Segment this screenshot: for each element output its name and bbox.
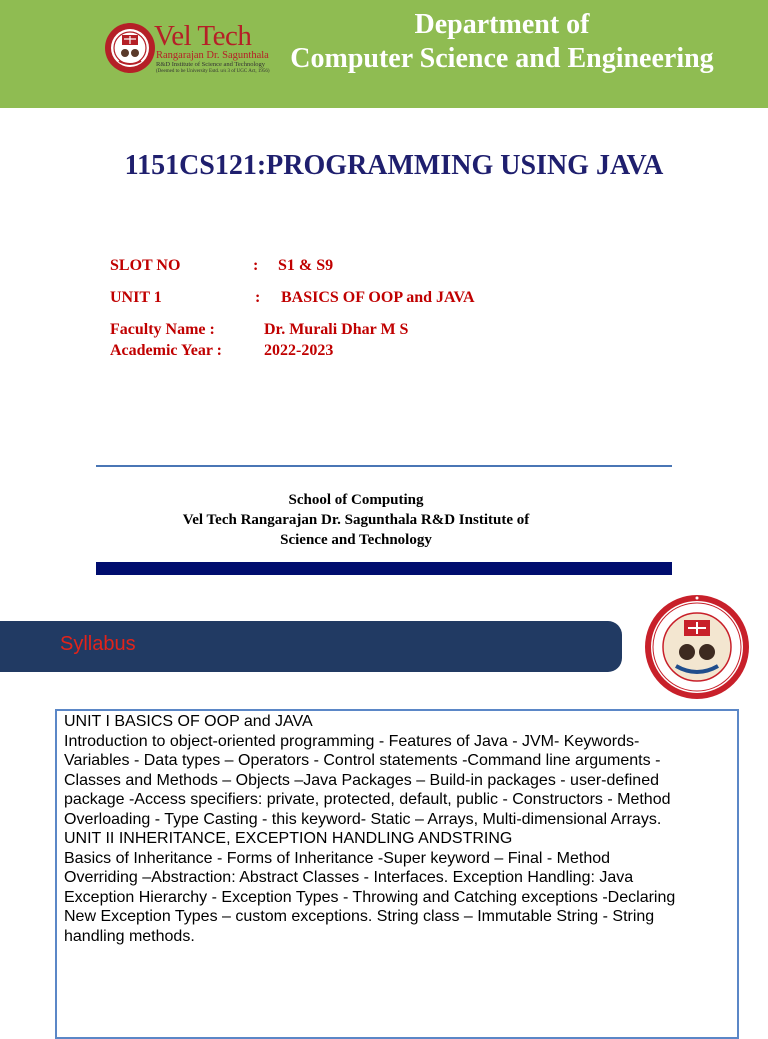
syllabus-line: Introduction to object-oriented programming - Features of Java - JVM- Keywords- [64, 732, 640, 750]
course-title: 1151CS121:PROGRAMMING USING JAVA [124, 150, 664, 181]
syllabus-line: Basics of Inheritance - Forms of Inheritance -Super keyword – Final - Method [64, 849, 611, 867]
slot-label: SLOT NO [110, 257, 181, 274]
vel-tech-emblem-icon [104, 22, 156, 74]
department-title-line-1: Department of [414, 9, 590, 40]
syllabus-line: Variables - Data types – Operators - Control statements -Command line arguments - [64, 752, 661, 769]
department-title [262, 8, 742, 76]
syllabus-line: handling methods. [64, 927, 195, 945]
syllabus-text [64, 712, 734, 946]
logo-subtitle: Rangarajan Dr. Sagunthala [156, 50, 269, 61]
logo-subtitle-3: (Deemed to be University Estd. u/s 3 of UGC Act, 1956) [156, 69, 270, 74]
footer-bar [96, 562, 672, 575]
logo-subtitle-2: R&D Institute of Science and Technology [156, 61, 265, 68]
syllabus-line: New Exception Types – custom exceptions. String class – Immutable String - String [64, 908, 655, 925]
slot-value: S1 & S9 [278, 257, 334, 274]
institute-logo [104, 20, 270, 78]
unit-value: BASICS OF OOP and JAVA [281, 289, 475, 306]
unit-separator: : [255, 289, 261, 306]
syllabus-line: UNIT I BASICS OF OOP and JAVA [64, 713, 313, 730]
school-line-3: Science and Technology [280, 532, 432, 548]
logo-name: Vel Tech [154, 20, 252, 52]
divider-line [96, 465, 672, 467]
syllabus-line: package -Access specifiers: private, protected, default, public - Constructors - Method [64, 791, 671, 808]
unit-label: UNIT 1 [110, 289, 162, 306]
syllabus-line: Overloading - Type Casting - this keyword- Static – Arrays, Multi-dimensional Arrays. [64, 810, 662, 828]
syllabus-line: Exception Hierarchy - Exception Types - Throwing and Catching exceptions -Declaring [64, 888, 676, 906]
department-title-line-2: Computer Science and Engineering [290, 43, 714, 74]
school-line-2: Vel Tech Rangarajan Dr. Sagunthala R&D Institute of [182, 512, 530, 528]
syllabus-line: Classes and Methods – Objects –Java Packages – Build-in packages - user-defined [64, 771, 659, 789]
school-line-1: School of Computing [288, 492, 424, 508]
academic-year-value: 2022-2023 [264, 342, 334, 359]
syllabus-line: UNIT II INHERITANCE, EXCEPTION HANDLING ANDSTRING [64, 830, 513, 847]
faculty-value: Dr. Murali Dhar M S [264, 321, 409, 338]
academic-year-label: Academic Year : [110, 342, 222, 359]
institute-seal-icon [644, 594, 750, 700]
school-block [96, 490, 616, 550]
syllabus-heading: Syllabus [60, 633, 136, 655]
faculty-label: Faculty Name : [110, 321, 215, 338]
slot-separator: : [253, 257, 259, 274]
syllabus-line: Overriding –Abstraction: Abstract Classes - Interfaces. Exception Handling: Java [64, 869, 634, 886]
